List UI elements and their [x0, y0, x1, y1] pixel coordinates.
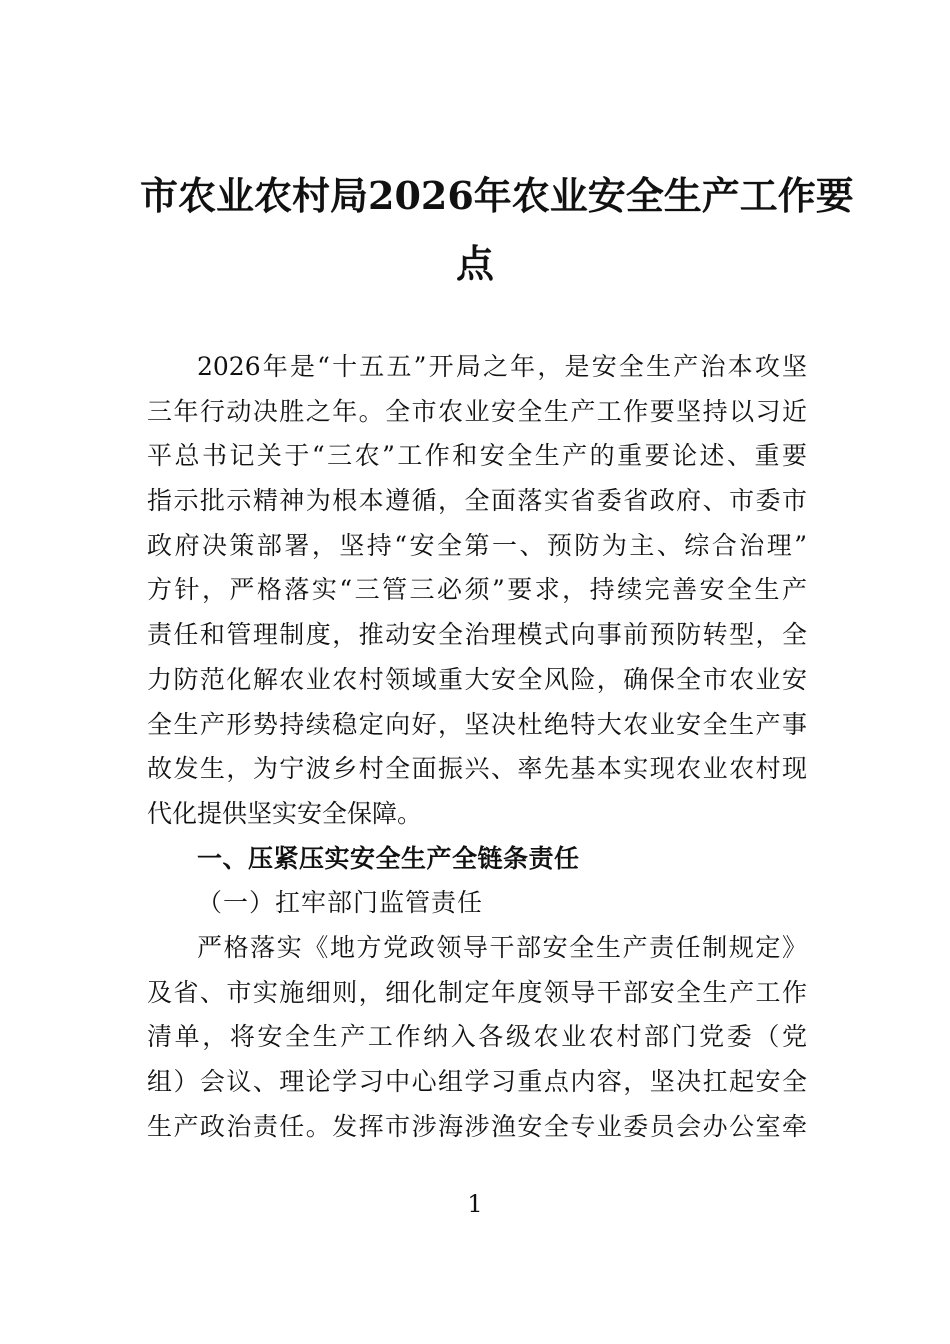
- body-paragraph: [147, 926, 807, 1149]
- intro-paragraph: [147, 345, 807, 837]
- subsection-heading: （一）扛牢部门监管责任: [197, 888, 484, 918]
- body-line: 及省、市实施细则，细化制定年度领导干部安全生产工作: [147, 977, 807, 1007]
- section-heading: 一、压紧压实安全生产全链条责任: [197, 843, 580, 873]
- intro-line: 三年行动决胜之年。全市农业安全生产工作要坚持以习近: [147, 396, 807, 426]
- intro-line: 指示批示精神为根本遵循，全面落实省委省政府、市委市: [147, 486, 807, 516]
- intro-line: 平总书记关于“三农”工作和安全生产的重要论述、重要: [147, 441, 807, 471]
- intro-line: 力防范化解农业农村领域重大安全风险，确保全市农业安: [147, 664, 807, 694]
- intro-line: 方针，严格落实“三管三必须”要求，持续完善安全生产: [147, 575, 807, 605]
- intro-line: 2026年是“十五五”开局之年，是安全生产治本攻坚: [197, 352, 807, 381]
- intro-line: 代化提供坚实安全保障。: [147, 798, 423, 828]
- intro-line: 政府决策部署，坚持“安全第一、预防为主、综合治理”: [147, 530, 807, 560]
- title-line-1: 市农业农村局2026年农业安全生产工作要: [140, 173, 854, 218]
- title-line-2: 点: [455, 241, 494, 286]
- intro-line: 故发生，为宁波乡村全面振兴、率先基本实现农业农村现: [147, 754, 807, 784]
- body-line: 清单，将安全生产工作纳入各级农业农村部门党委（党: [147, 1022, 807, 1052]
- page-number: 1: [467, 1190, 483, 1218]
- body-line: 严格落实《地方党政领导干部安全生产责任制规定》: [197, 932, 807, 962]
- page-title: [140, 162, 854, 298]
- intro-line: 责任和管理制度，推动安全治理模式向事前预防转型，全: [147, 620, 807, 650]
- body-line: 组）会议、理论学习中心组学习重点内容，坚决扛起安全: [147, 1067, 807, 1096]
- body-line: 生产政治责任。发挥市涉海涉渔安全专业委员会办公室牵: [147, 1111, 807, 1141]
- document-body: [147, 345, 807, 1149]
- intro-line: 全生产形势持续稳定向好，坚决杜绝特大农业安全生产事: [147, 709, 807, 739]
